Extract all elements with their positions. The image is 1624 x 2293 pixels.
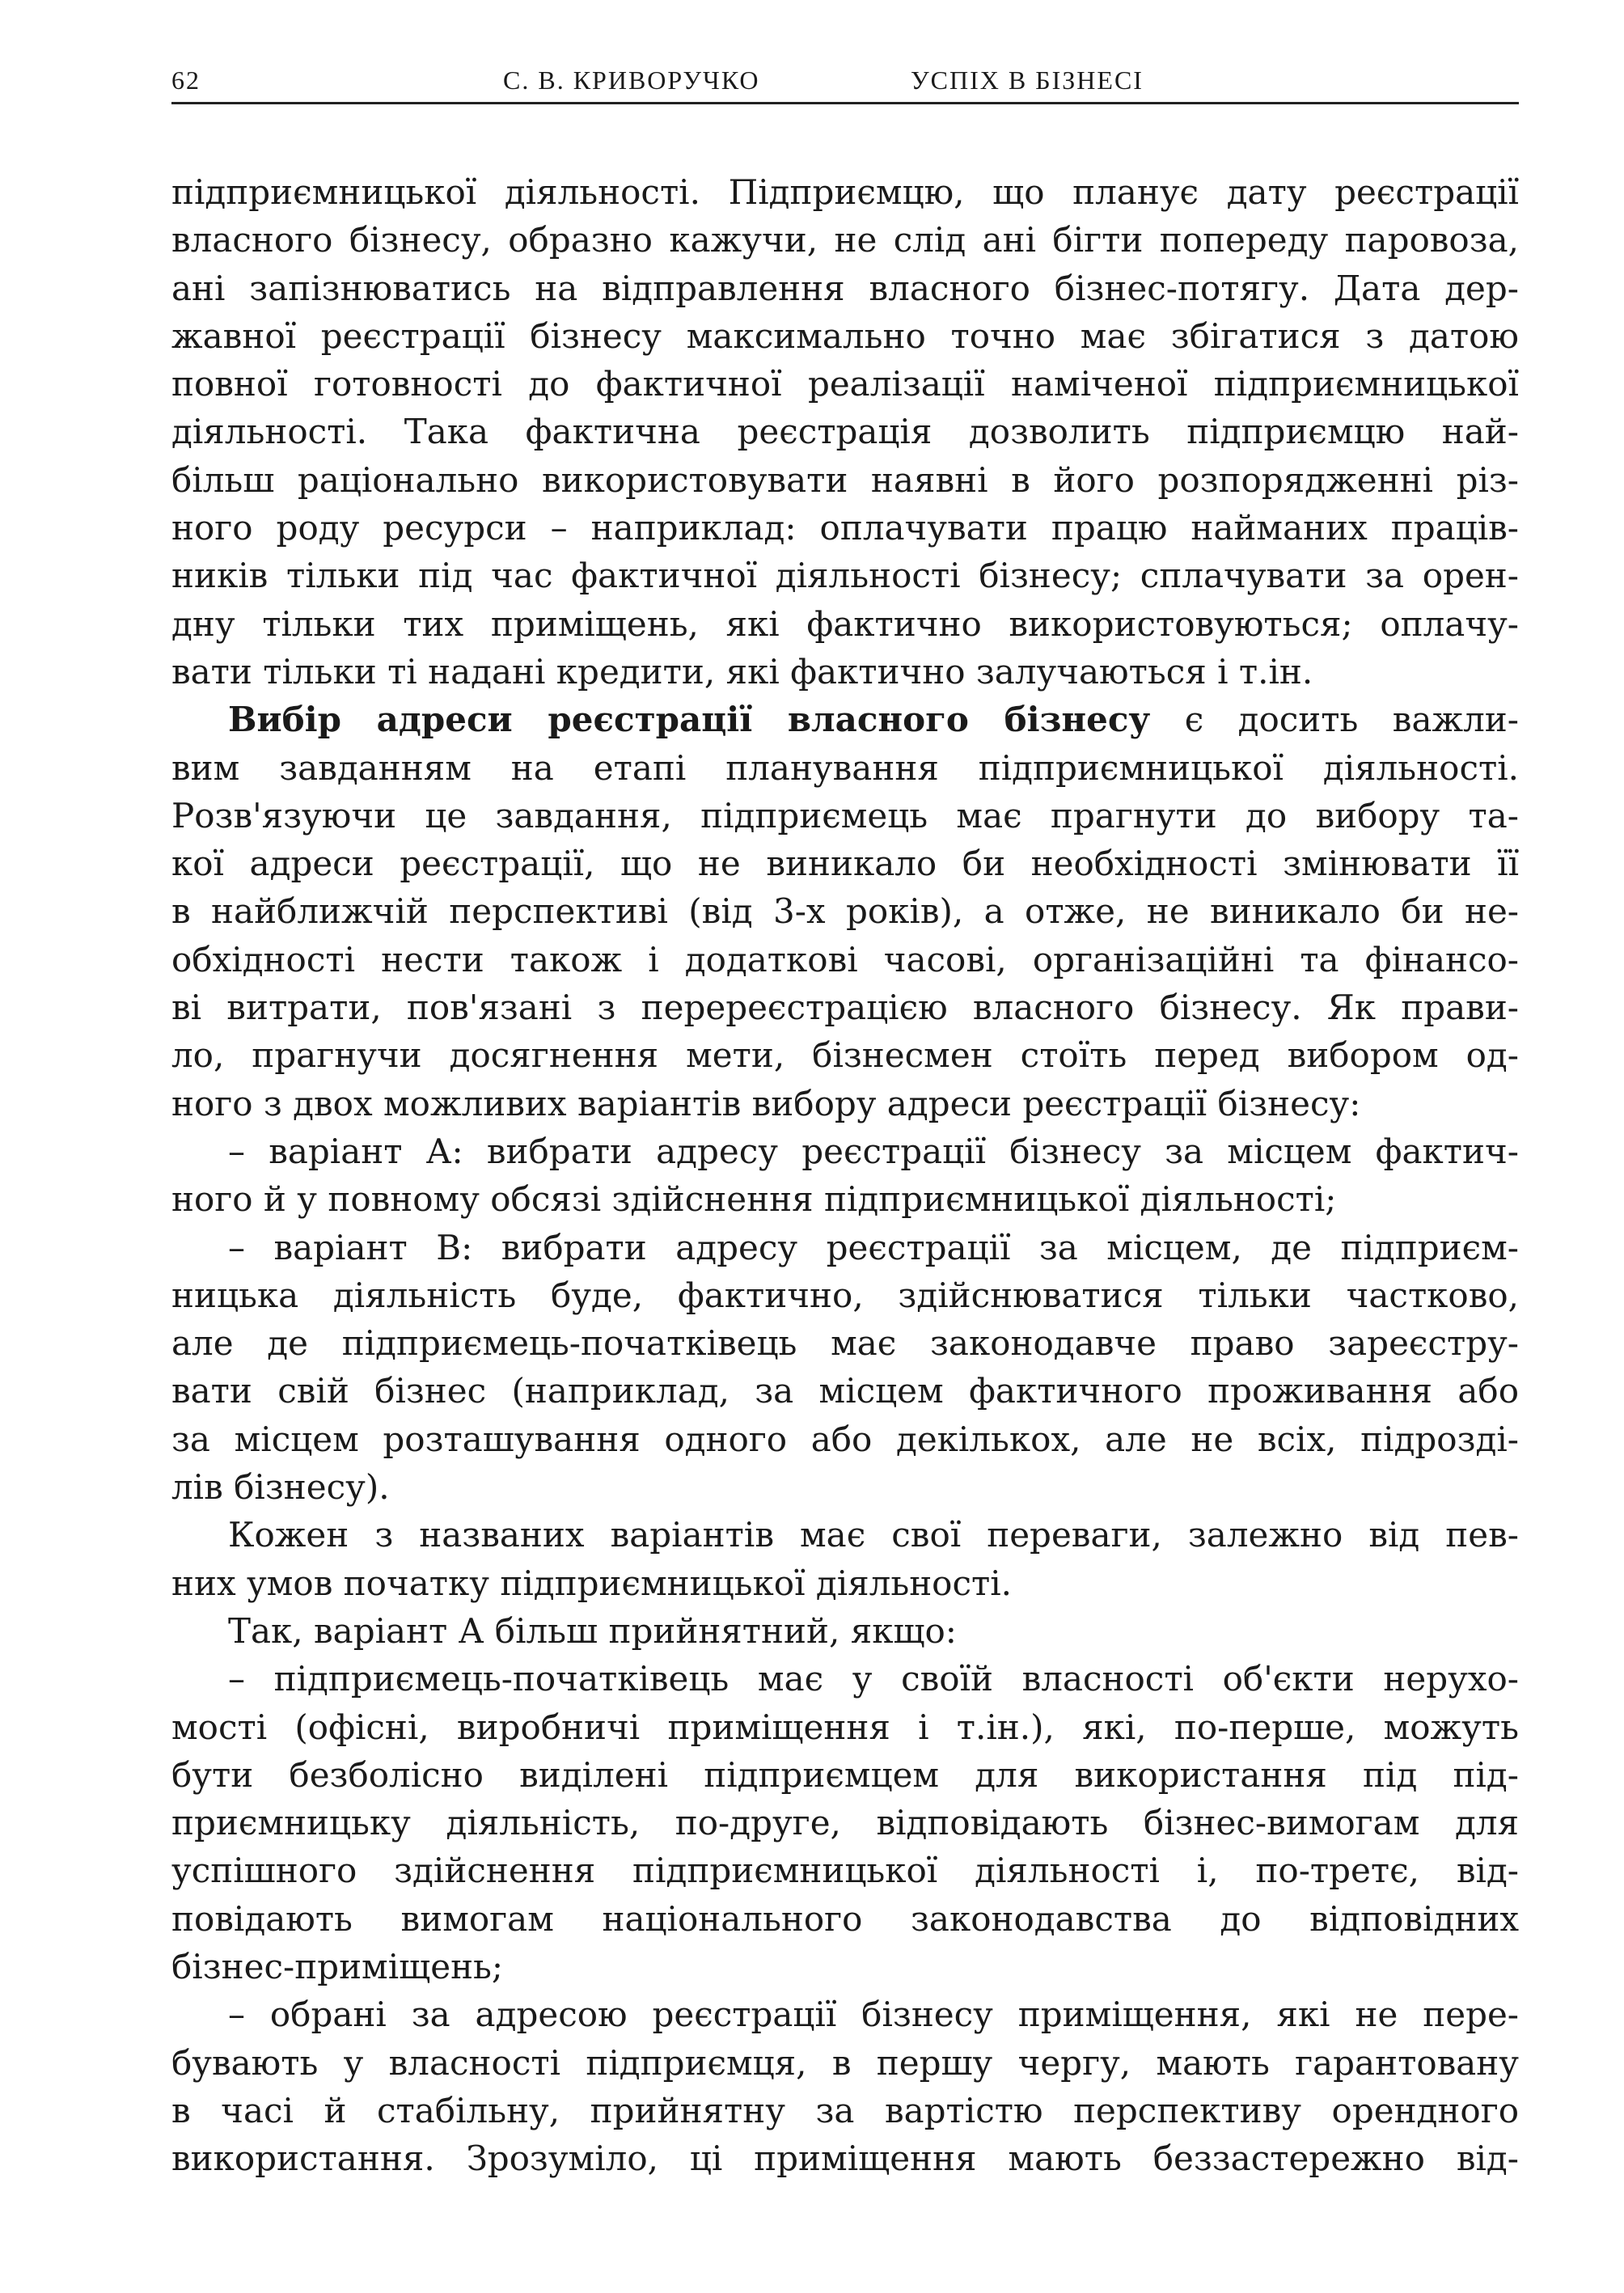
text-line: – варіант В: вибрати адресу реєстрації за місцем, де підприєм- [228,1227,1519,1267]
text-line: ло, прагнучи досягнення мети, бізнесмен стоїть перед вибором од- [171,1035,1519,1076]
text-line: в найближчій перспективі (від 3-х років), а отже, не виникало би не- [171,891,1519,932]
text-line: ницька діяльність буде, фактично, здійснюватися тільки частково, [171,1275,1519,1315]
text-line: повної готовності до фактичної реалізації наміченої підприємницької [171,364,1519,404]
text-line: діяльності. Така фактична реєстрація дозволить підприємцю най- [171,412,1519,452]
text-line: ві витрати, пов'язані з перереєстрацією власного бізнесу. Як прави- [171,988,1519,1028]
text-line: – підприємець-початківець має у своїй власності об'єкти нерухо- [228,1659,1519,1699]
text-line: них умов початку підприємницької діяльності. [171,1563,1013,1603]
text-line: в часі й стабільну, прийнятну за вартістю перспективу орендного [171,2090,1519,2130]
text-line-with-heading [171,696,1519,743]
inline-bold-term: Вибір адреси реєстрації власного бізнесу [228,700,1151,740]
text-line: бізнес-приміщень; [171,1946,504,1986]
text-line: але де підприємець-початківець має законодавче право зареєстру- [171,1323,1519,1364]
text-line: Кожен з названих варіантів має свої переваги, залежно від пев- [228,1515,1519,1555]
text-line: приємницьку діяльність, по-друге, відповідають бізнес-вимогам для [171,1803,1519,1843]
text-run: є досить важли- [1150,700,1519,740]
running-header [171,57,1519,104]
body-text [171,168,1519,2182]
text-line: повідають вимогам національного законодавства до відповідних [171,1898,1519,1939]
text-line: ані запізнюватись на відправлення власного бізнес-потягу. Дата дер- [171,268,1519,308]
text-line: лів бізнесу). [171,1467,390,1508]
text-line: вим завданням на етапі планування підприємницької діяльності. [171,747,1519,788]
text-line: мості (офісні, виробничі приміщення і т.ін.), які, по-перше, можуть [171,1707,1519,1747]
header-author: С. В. КРИВОРУЧКО [503,66,760,95]
text-line: ного роду ресурси – наприклад: оплачувати працю найманих праців- [171,508,1519,548]
page-number: 62 [171,66,201,95]
text-line: більш раціонально використовувати наявні в його розпорядженні різ- [171,459,1519,500]
text-line: успішного здійснення підприємницької діяльності і, по-третє, від- [171,1851,1519,1891]
text-line: ного з двох можливих варіантів вибору адреси реєстрації бізнесу: [171,1083,1361,1123]
text-line: власного бізнесу, образно кажучи, не слід ані бігти попереду паровоза, [171,220,1519,260]
text-line: кої адреси реєстрації, що не виникало би необхідності змінювати її [171,844,1519,884]
text-line: вати тільки ті надані кредити, які фактично залучаються і т.ін. [171,651,1313,692]
text-line: дну тільки тих приміщень, які фактично використовуються; оплачу- [171,603,1519,644]
text-line: Так, варіант А більш прийнятний, якщо: [228,1610,957,1651]
text-line: бувають у власності підприємця, в першу чергу, мають гарантовану [171,2042,1519,2083]
text-line: обхідності нести також і додаткові часові, організаційні та фінансо- [171,939,1519,979]
text-line: підприємницької діяльності. Підприємцю, що планує дату реєстрації [171,172,1519,212]
text-line: ного й у повному обсязі здійснення підприємницької діяльності; [171,1179,1337,1220]
text-line: – варіант А: вибрати адресу реєстрації бізнесу за місцем фактич- [228,1131,1519,1171]
text-line: за місцем розташування одного або декількох, але не всіх, підрозді- [171,1419,1519,1459]
header-book-title: УСПІХ В БІЗНЕСІ [911,66,1144,95]
text-line: бути безболісно виділені підприємцем для використання під під- [171,1754,1519,1795]
text-line: використання. Зрозуміло, ці приміщення мають беззастережно від- [171,2139,1519,2179]
text-line: Розв'язуючи це завдання, підприємець має прагнути до вибору та- [171,795,1519,836]
text-line: вати свій бізнес (наприклад, за місцем фактичного проживання або [171,1371,1519,1411]
text-line: ників тільки під час фактичної діяльності бізнесу; сплачувати за орен- [171,556,1519,596]
text-line: жавної реєстрації бізнесу максимально точно має збігатися з датою [171,315,1519,356]
text-line: – обрані за адресою реєстрації бізнесу приміщення, які не пере- [228,1995,1519,2035]
